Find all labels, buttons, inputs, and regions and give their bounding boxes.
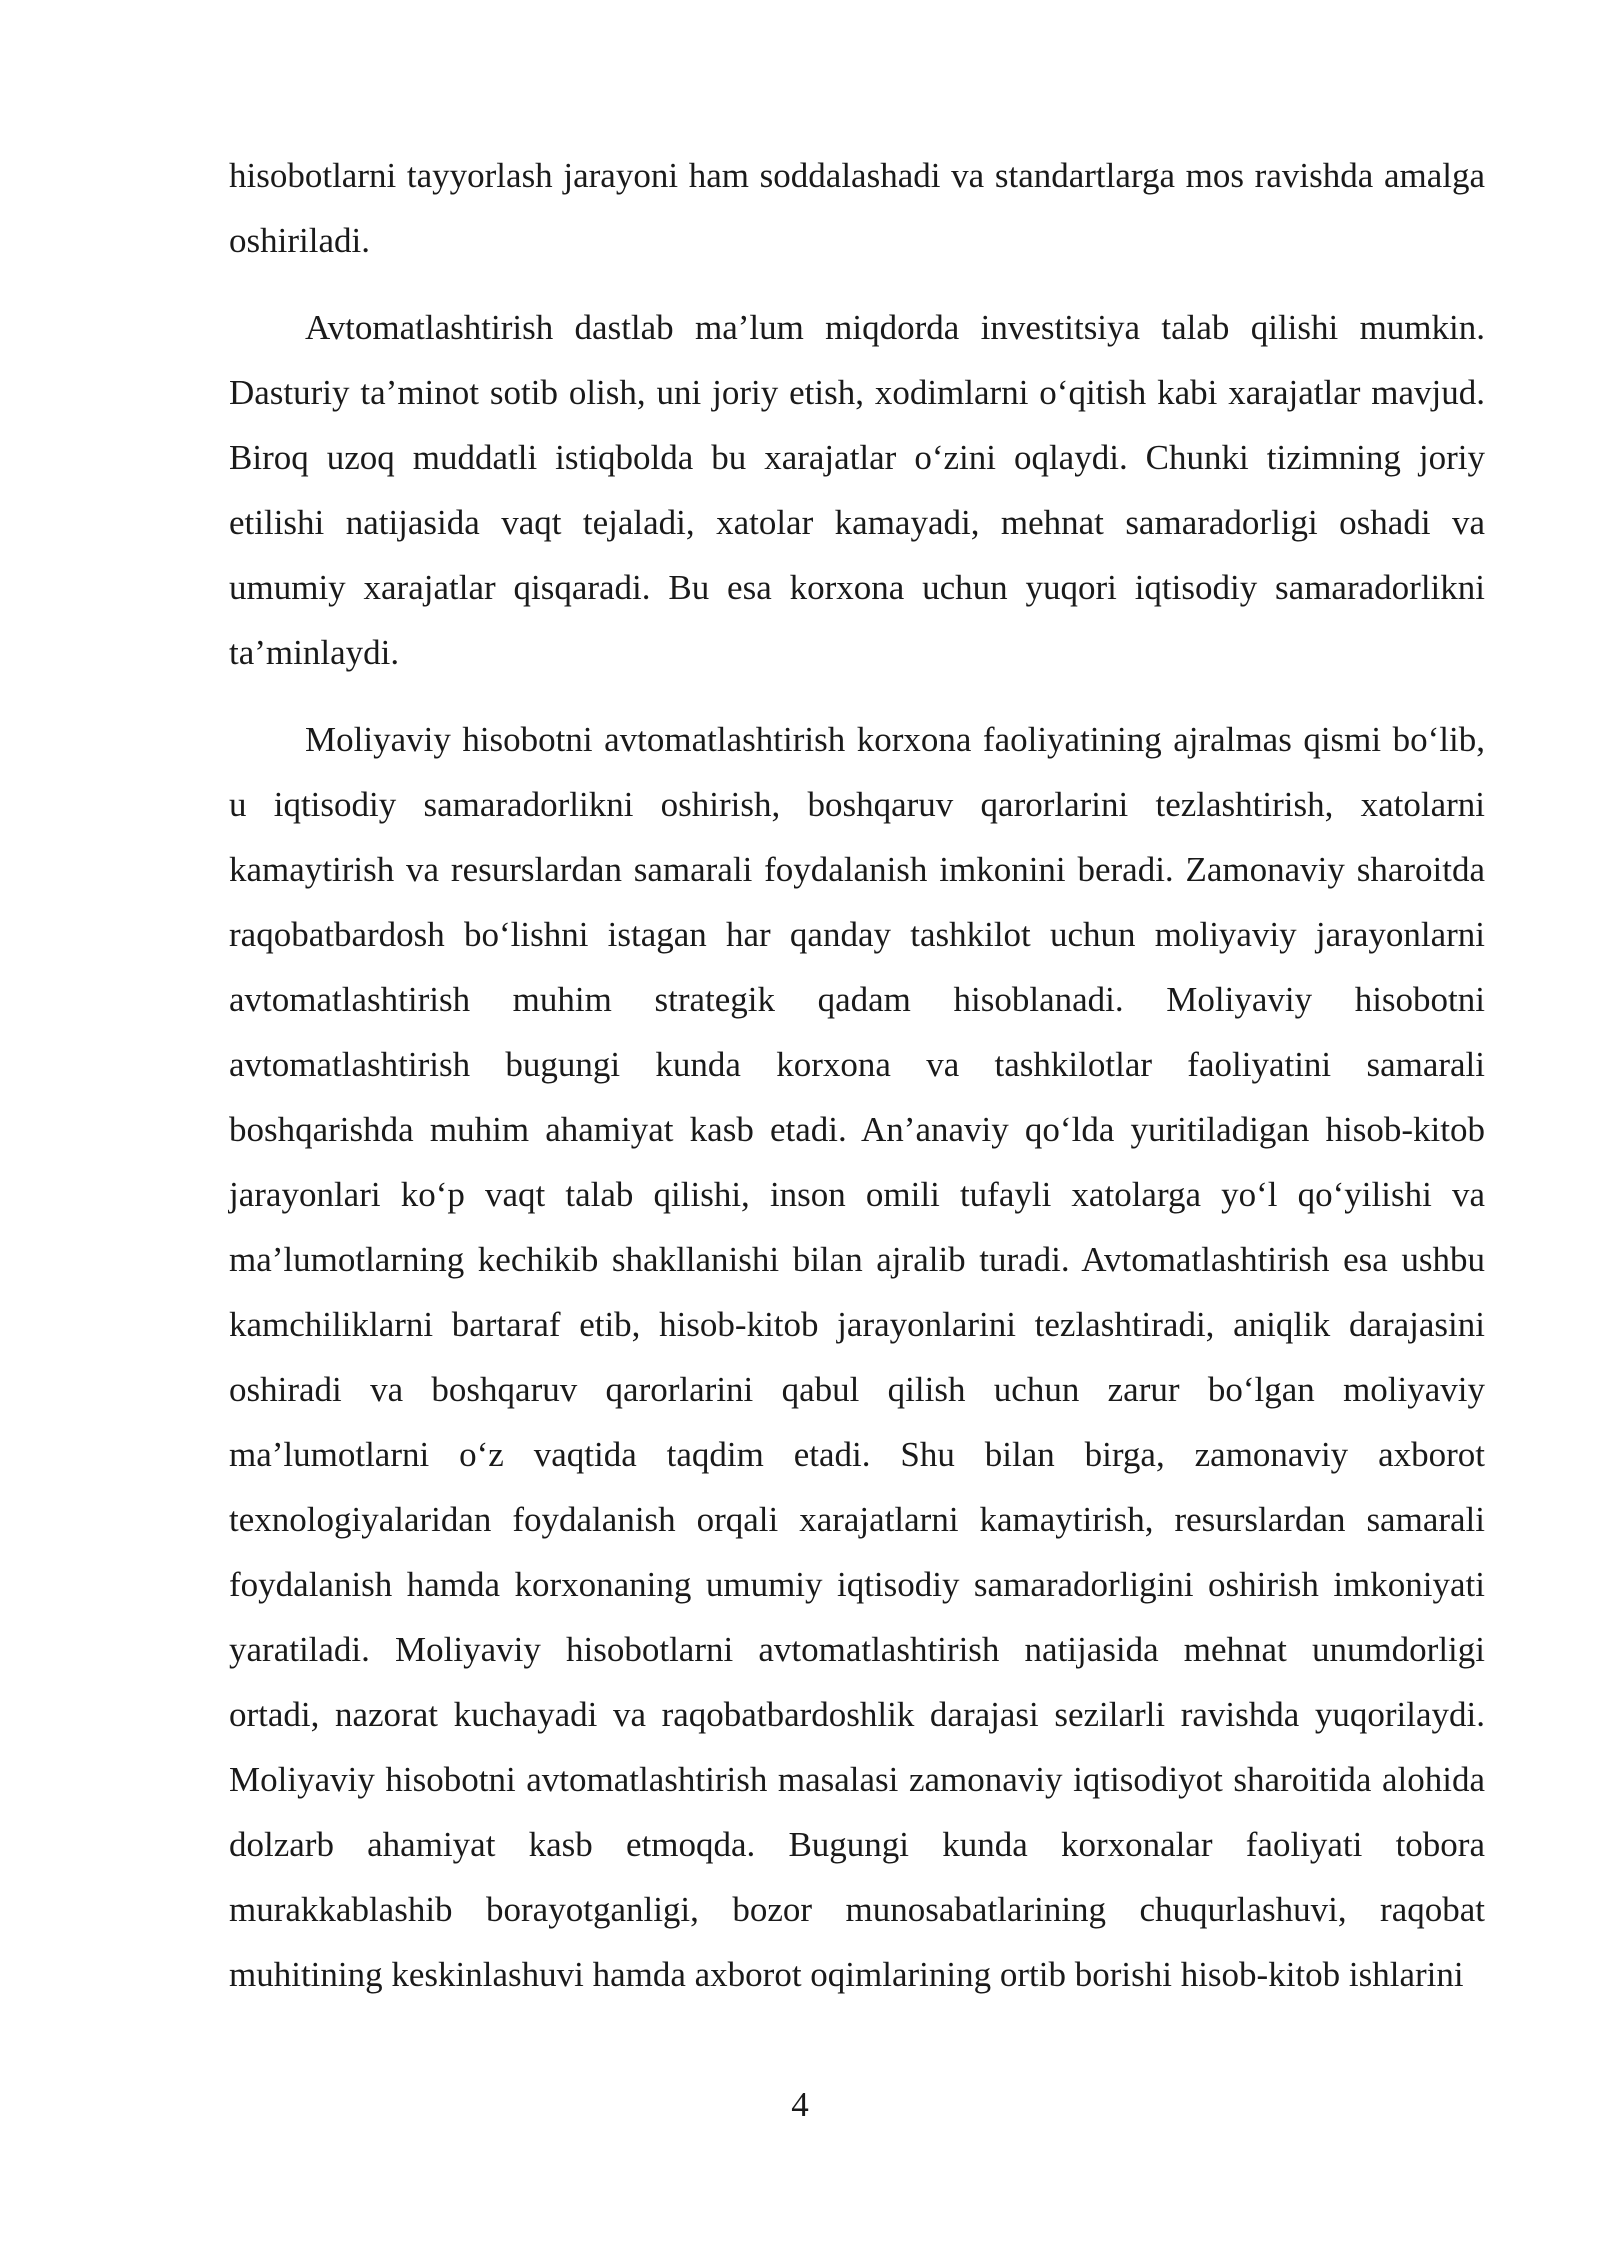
- paragraph-investment: Avtomatlashtirish dastlab ma’lum miqdorda investitsiya talab qilishi mumkin. Dasturiy ta’minot sotib olish, uni joriy etish, xodimlarni o‘qitish kabi xarajatlar mavjud. Biroq uzoq muddatli istiqbolda bu xarajatlar o‘zini oqlaydi. Chunki tizimning joriy etilishi natijasida vaqt tejaladi, xatolar kamayadi, mehnat samaradorligi oshadi va umumiy xarajatlar qisqaradi. Bu esa korxona uchun yuqori iqtisodiy samaradorlikni ta’minlaydi.: [229, 308, 1485, 672]
- page-number: 4: [791, 2085, 809, 2124]
- paragraph-continuation: hisobotlarni tayyorlash jarayoni ham soddalashadi va standartlarga mos ravishda amalga oshiriladi.: [229, 156, 1485, 260]
- paragraph-automation: Moliyaviy hisobotni avtomatlashtirish korxona faoliyatining ajralmas qismi bo‘lib, u iqtisodiy samaradorlikni oshirish, boshqaruv qarorlarini tezlashtirish, xatolarni kamaytirish va resurslardan samarali foydalanish imkonini beradi. Zamonaviy sharoitda raqobatbardosh bo‘lishni istagan har qanday tashkilot uchun moliyaviy jarayonlarni avtomatlashtirish muhim strategik qadam hisoblanadi. Moliyaviy hisobotni avtomatlashtirish bugungi kunda korxona va tashkilotlar faoliyatini samarali boshqarishda muhim ahamiyat kasb etadi. An’anaviy qo‘lda yuritiladigan hisob-kitob jarayonlari ko‘p vaqt talab qilishi, inson omili tufayli xatolarga yo‘l qo‘yilishi va ma’lumotlarning kechikib shakllanishi bilan ajralib turadi. Avtomatlashtirish esa ushbu kamchiliklarni bartaraf etib, hisob-kitob jarayonlarini tezlashtiradi, aniqlik darajasini oshiradi va boshqaruv qarorlarini qabul qilish uchun zarur bo‘lgan moliyaviy ma’lumotlarni o‘z vaqtida taqdim etadi. Shu bilan birga, zamonaviy axborot texnologiyalaridan foydalanish orqali xarajatlarni kamaytirish, resurslardan samarali foydalanish hamda korxonaning umumiy iqtisodiy samaradorligini oshirish imkoniyati yaratiladi. Moliyaviy hisobotlarni avtomatlashtirish natijasida mehnat unumdorligi ortadi, nazorat kuchayadi va raqobatbardoshlik darajasi sezilarli ravishda yuqorilaydi. Moliyaviy hisobotni avtomatlashtirish masalasi zamonaviy iqtisodiyot sharoitida alohida dolzarb ahamiyat kasb etmoqda. Bugungi kunda korxonalar faoliyati tobora murakkablashib borayotganligi, bozor munosabatlarining chuqurlashuvi, raqobat muhitining keskinlashuvi hamda axborot oqimlarining ortib borishi hisob-kitob ishlarini: [229, 720, 1485, 1994]
- body-text: [229, 143, 1485, 2007]
